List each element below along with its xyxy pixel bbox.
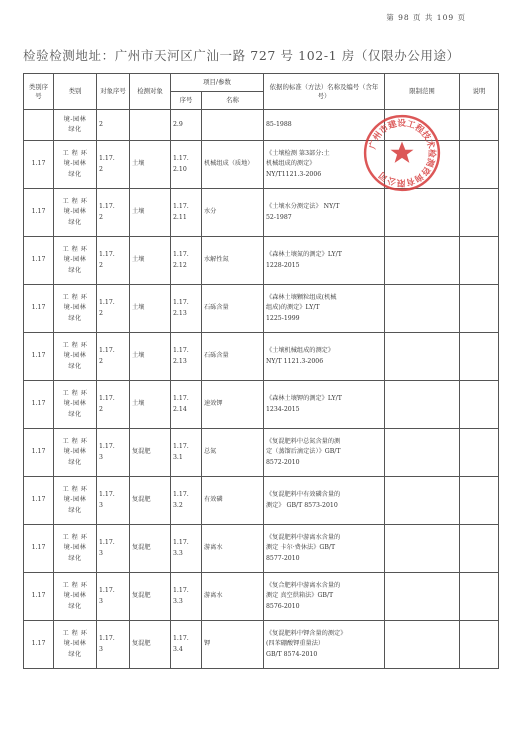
header-standard: 依据的标准（方法）名称及编号（含年号）	[264, 74, 385, 110]
object-cell: 复混肥	[130, 573, 171, 621]
table-row	[24, 141, 499, 189]
table-row	[24, 237, 499, 285]
standard-cell: 《土壤机械组成的测定》 NY/T 1121.3-2006	[264, 333, 385, 381]
note-cell	[460, 621, 499, 669]
param-name-cell: 游离水	[202, 573, 264, 621]
object-cell: 土壤	[130, 237, 171, 285]
object-cell: 土壤	[130, 285, 171, 333]
param-no-cell: 2.9	[171, 110, 202, 141]
param-name-cell: 有效磷	[202, 477, 264, 525]
object-no-cell: 1.17. 3	[97, 621, 130, 669]
header-object: 检测对象	[130, 74, 171, 110]
param-name-cell: 石砾含量	[202, 285, 264, 333]
table-body	[24, 110, 499, 669]
param-name-cell: 机械组成（质地）	[202, 141, 264, 189]
category-cell: 工 程 环 境-园林 绿化	[54, 429, 97, 477]
object-cell: 土壤	[130, 333, 171, 381]
header-limit: 限制范围	[385, 74, 460, 110]
object-cell: 土壤	[130, 381, 171, 429]
category-cell: 工 程 环 境-园林 绿化	[54, 381, 97, 429]
object-no-cell: 1.17. 3	[97, 429, 130, 477]
category-cell: 工 程 环 境-园林 绿化	[54, 237, 97, 285]
table-row	[24, 189, 499, 237]
limit-cell	[385, 429, 460, 477]
param-name-cell: 水解性氮	[202, 237, 264, 285]
param-no-cell: 1.17. 3.3	[171, 525, 202, 573]
category-cell: 工 程 环 境-园林 绿化	[54, 621, 97, 669]
table-row	[24, 621, 499, 669]
param-no-cell: 1.17. 2.11	[171, 189, 202, 237]
param-name-cell: 水分	[202, 189, 264, 237]
category-cell: 工 程 环 境-园林 绿化	[54, 573, 97, 621]
category-cell: 工 程 环 境-园林 绿化	[54, 141, 97, 189]
category-no-cell: 1.17	[24, 141, 54, 189]
header-object-no: 对象序号	[97, 74, 130, 110]
object-no-cell: 1.17. 2	[97, 141, 130, 189]
limit-cell	[385, 141, 460, 189]
note-cell	[460, 525, 499, 573]
object-cell: 复混肥	[130, 525, 171, 573]
limit-cell	[385, 237, 460, 285]
limit-cell	[385, 525, 460, 573]
standard-cell: 《土壤水分测定法》 NY/T 52-1987	[264, 189, 385, 237]
param-no-cell: 1.17. 2.10	[171, 141, 202, 189]
category-no-cell: 1.17	[24, 477, 54, 525]
object-no-cell: 1.17. 2	[97, 285, 130, 333]
table-row	[24, 381, 499, 429]
object-no-cell: 1.17. 2	[97, 333, 130, 381]
lab-address: 检验检测地址：广州市天河区广汕一路 727 号 102-1 房（仅限办公用途）	[23, 48, 460, 63]
seal-text: 广州市建设工程技术检测咨询有限公司	[368, 118, 437, 188]
category-no-cell: 1.17	[24, 333, 54, 381]
param-no-cell: 1.17. 2.13	[171, 333, 202, 381]
scope-table	[23, 73, 499, 669]
object-no-cell: 1.17. 2	[97, 189, 130, 237]
standard-cell: 《复混肥料中总氮含量的测 定（蒸馏后滴定法）》GB/T 8572-2010	[264, 429, 385, 477]
param-name-cell: 石砾含量	[202, 333, 264, 381]
param-name-cell: 钾	[202, 621, 264, 669]
table-row	[24, 285, 499, 333]
header-parameters: 项目/参数	[171, 74, 264, 92]
standard-cell: 85-1988	[264, 110, 385, 141]
param-no-cell: 1.17. 2.13	[171, 285, 202, 333]
category-no-cell: 1.17	[24, 573, 54, 621]
category-no-cell: 1.17	[24, 621, 54, 669]
limit-cell	[385, 189, 460, 237]
object-no-cell: 1.17. 2	[97, 237, 130, 285]
param-name-cell: 总氮	[202, 429, 264, 477]
standard-cell: 《复混肥料中有效磷含量的 测定》 GB/T 8573-2010	[264, 477, 385, 525]
note-cell	[460, 573, 499, 621]
limit-cell	[385, 573, 460, 621]
page-number: 第 98 页 共 109 页	[386, 13, 466, 22]
category-no-cell: 1.17	[24, 237, 54, 285]
object-no-cell: 1.17. 2	[97, 381, 130, 429]
limit-cell	[385, 333, 460, 381]
param-no-cell: 1.17. 3.4	[171, 621, 202, 669]
note-cell	[460, 189, 499, 237]
category-cell: 工 程 环 境-园林 绿化	[54, 189, 97, 237]
object-cell: 复混肥	[130, 429, 171, 477]
category-cell: 境-园林 绿化	[54, 110, 97, 141]
note-cell	[460, 285, 499, 333]
object-no-cell: 1.17. 3	[97, 525, 130, 573]
header-note: 说明	[460, 74, 499, 110]
param-no-cell: 1.17. 3.3	[171, 573, 202, 621]
header-param-name: 名称	[202, 92, 264, 110]
category-cell: 工 程 环 境-园林 绿化	[54, 333, 97, 381]
table-header-row	[24, 74, 499, 92]
object-no-cell: 1.17. 3	[97, 477, 130, 525]
standard-cell: 《森林土壤颗粒组成(机械 组成)的测定》LY/T 1225-1999	[264, 285, 385, 333]
header-category-no: 类别序号	[24, 74, 54, 110]
note-cell	[460, 429, 499, 477]
category-cell: 工 程 环 境-园林 绿化	[54, 477, 97, 525]
table-row	[24, 477, 499, 525]
object-no-cell: 1.17. 3	[97, 573, 130, 621]
table-row-continuation	[24, 110, 499, 141]
limit-cell	[385, 621, 460, 669]
object-no-cell: 2	[97, 110, 130, 141]
standard-cell: 《土壤检测 第3部分:土 机械组成的测定》 NY/T1121.3-2006	[264, 141, 385, 189]
category-cell: 工 程 环 境-园林 绿化	[54, 525, 97, 573]
table-row	[24, 333, 499, 381]
category-no-cell: 1.17	[24, 429, 54, 477]
category-cell: 工 程 环 境-园林 绿化	[54, 285, 97, 333]
param-no-cell: 1.17. 3.2	[171, 477, 202, 525]
standard-cell: 《复混肥料中钾含量的测定》 (四苯硼酸钾重量法） GB/T 8574-2010	[264, 621, 385, 669]
param-no-cell: 1.17. 2.12	[171, 237, 202, 285]
object-cell: 土壤	[130, 189, 171, 237]
param-name-cell: 游离水	[202, 525, 264, 573]
standard-cell: 《复混肥料中游离水含量的 测定 卡尔·费休法》GB/T 8577-2010	[264, 525, 385, 573]
standard-cell: 《复合肥料中游离水含量的 测定 真空烘箱法》GB/T 8576-2010	[264, 573, 385, 621]
param-no-cell: 1.17. 3.1	[171, 429, 202, 477]
table-row	[24, 429, 499, 477]
category-no-cell: 1.17	[24, 381, 54, 429]
note-cell	[460, 477, 499, 525]
standard-cell: 《森林土壤氮的测定》LY/T 1228-2015	[264, 237, 385, 285]
header-category: 类别	[54, 74, 97, 110]
param-no-cell: 1.17. 2.14	[171, 381, 202, 429]
object-cell: 复混肥	[130, 477, 171, 525]
param-name-cell: 速效钾	[202, 381, 264, 429]
category-no-cell: 1.17	[24, 189, 54, 237]
table-row	[24, 573, 499, 621]
note-cell	[460, 333, 499, 381]
limit-cell	[385, 285, 460, 333]
note-cell	[460, 381, 499, 429]
limit-cell	[385, 381, 460, 429]
category-no-cell: 1.17	[24, 285, 54, 333]
category-no-cell: 1.17	[24, 525, 54, 573]
object-cell: 复混肥	[130, 621, 171, 669]
note-cell	[460, 141, 499, 189]
object-cell: 土壤	[130, 141, 171, 189]
standard-cell: 《森林土壤钾的测定》LY/T 1234-2015	[264, 381, 385, 429]
note-cell	[460, 237, 499, 285]
table-row	[24, 525, 499, 573]
limit-cell	[385, 477, 460, 525]
header-param-no: 序号	[171, 92, 202, 110]
